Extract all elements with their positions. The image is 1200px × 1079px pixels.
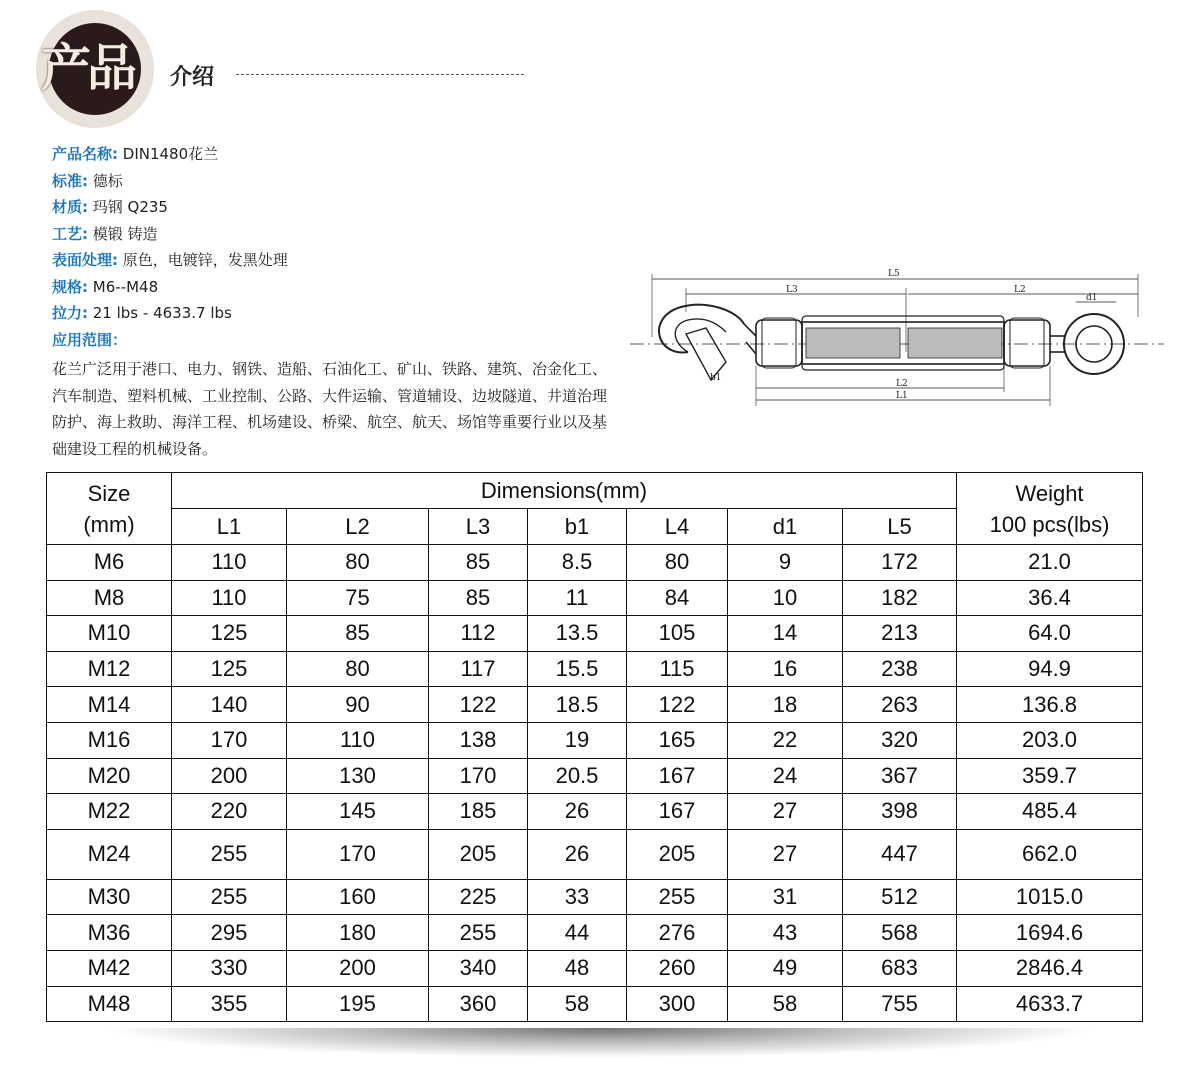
dimension-cell: 255 [172, 829, 287, 879]
dimension-cell: 180 [287, 915, 429, 951]
info-label: 规格: [52, 277, 88, 296]
info-value: 玛钢 Q235 [88, 198, 168, 216]
info-label: 工艺: [52, 224, 88, 243]
dimension-cell: 300 [627, 986, 728, 1022]
dimension-cell: 85 [429, 545, 528, 581]
dimension-cell: 31 [728, 879, 843, 915]
label-l3: L3 [786, 285, 798, 295]
column-header: L2 [287, 509, 429, 545]
dimension-cell: 138 [429, 722, 528, 758]
info-row-surface [52, 247, 632, 274]
weight-cell: 136.8 [957, 687, 1143, 723]
dimension-cell: 263 [843, 687, 957, 723]
table-row [47, 986, 1143, 1022]
dimension-cell: 755 [843, 986, 957, 1022]
size-header [47, 473, 172, 545]
dimension-cell: 8.5 [528, 545, 627, 581]
dimension-cell: 260 [627, 950, 728, 986]
info-row-tension [52, 300, 632, 327]
dimension-cell: 14 [728, 616, 843, 652]
product-badge [36, 10, 154, 128]
dimension-cell: 48 [528, 950, 627, 986]
table-row [47, 616, 1143, 652]
weight-cell: 94.9 [957, 651, 1143, 687]
dimension-cell: 170 [172, 722, 287, 758]
dimension-cell: 84 [627, 580, 728, 616]
dimension-cell: 85 [287, 616, 429, 652]
dimension-cell: 140 [172, 687, 287, 723]
dimension-cell: 683 [843, 950, 957, 986]
dimension-cell: 255 [627, 879, 728, 915]
weight-cell: 64.0 [957, 616, 1143, 652]
dimension-cell: 22 [728, 722, 843, 758]
weight-cell: 662.0 [957, 829, 1143, 879]
dimension-cell: 213 [843, 616, 957, 652]
column-header: L4 [627, 509, 728, 545]
dimensions-header: Dimensions(mm) [172, 473, 957, 509]
table-body [47, 545, 1143, 1022]
spec-table [46, 472, 1143, 1022]
dimension-cell: 167 [627, 758, 728, 794]
label-l5: L5 [888, 269, 900, 279]
dimension-cell: 115 [627, 651, 728, 687]
dimension-cell: 330 [172, 950, 287, 986]
size-cell: M42 [47, 950, 172, 986]
bottom-shadow [100, 1028, 1100, 1058]
size-cell: M24 [47, 829, 172, 879]
table-row [47, 545, 1143, 581]
table-row [47, 580, 1143, 616]
label-l1: L1 [896, 391, 908, 401]
dimension-cell: 255 [429, 915, 528, 951]
weight-cell: 485.4 [957, 794, 1143, 830]
dimension-cell: 172 [843, 545, 957, 581]
info-value: DIN1480花兰 [118, 145, 219, 163]
dimension-cell: 276 [627, 915, 728, 951]
dimension-cell: 320 [843, 722, 957, 758]
info-value: 原色，电镀锌，发黑处理 [118, 251, 288, 269]
label-b1: b1 [710, 373, 722, 383]
info-label: 标准: [52, 171, 88, 190]
dimension-cell: 13.5 [528, 616, 627, 652]
dimension-cell: 16 [728, 651, 843, 687]
dimension-cell: 18.5 [528, 687, 627, 723]
dimension-cell: 33 [528, 879, 627, 915]
dimension-cell: 185 [429, 794, 528, 830]
size-cell: M22 [47, 794, 172, 830]
dimension-cell: 27 [728, 794, 843, 830]
dimension-cell: 125 [172, 616, 287, 652]
section-title: 介绍 [170, 65, 215, 90]
scope-label: 应用范围： [52, 330, 128, 349]
table-row [47, 794, 1143, 830]
size-cell: M30 [47, 879, 172, 915]
info-value: M6--M48 [88, 277, 159, 296]
dimension-cell: 75 [287, 580, 429, 616]
weight-cell: 2846.4 [957, 950, 1143, 986]
dimension-cell: 24 [728, 758, 843, 794]
dimension-cell: 112 [429, 616, 528, 652]
dimension-cell: 160 [287, 879, 429, 915]
dimension-cell: 110 [172, 580, 287, 616]
info-label: 产品名称: [52, 145, 118, 163]
info-row-standard [52, 168, 632, 195]
dimension-cell: 225 [429, 879, 528, 915]
weight-header-line2: 100 pcs(lbs) [989, 511, 1110, 537]
dimension-cell: 170 [429, 758, 528, 794]
turnbuckle-diagram [626, 262, 1166, 412]
label-d1: d1 [1086, 293, 1098, 303]
dimension-cell: 58 [728, 986, 843, 1022]
dimension-cell: 90 [287, 687, 429, 723]
table-row [47, 879, 1143, 915]
dimension-cell: 200 [287, 950, 429, 986]
dimension-cell: 167 [627, 794, 728, 830]
dimension-cell: 205 [627, 829, 728, 879]
dashed-divider [236, 74, 524, 75]
dimension-cell: 512 [843, 879, 957, 915]
dimension-cell: 44 [528, 915, 627, 951]
info-row-material [52, 194, 632, 221]
info-row-process [52, 221, 632, 248]
info-value: 模锻 铸造 [88, 224, 158, 243]
table-row [47, 722, 1143, 758]
weight-cell: 359.7 [957, 758, 1143, 794]
dimension-cell: 9 [728, 545, 843, 581]
dimension-cell: 122 [627, 687, 728, 723]
dimension-cell: 195 [287, 986, 429, 1022]
dimension-cell: 220 [172, 794, 287, 830]
column-header: L1 [172, 509, 287, 545]
weight-cell: 1015.0 [957, 879, 1143, 915]
table-row [47, 687, 1143, 723]
label-l2-top: L2 [1014, 285, 1026, 295]
label-l2-bottom: L2 [896, 379, 908, 389]
column-header: L3 [429, 509, 528, 545]
weight-header-line1: Weight [1015, 480, 1084, 506]
info-row-name [52, 141, 632, 168]
dimension-cell: 43 [728, 915, 843, 951]
size-header-line2: (mm) [83, 511, 135, 537]
scope-text: 花兰广泛用于港口、电力、钢铁、造船、石油化工、矿山、铁路、建筑、冶金化工、汽车制造、塑料机械、工业控制、公路、大件运输、管道辅设、边坡隧道、井道治理防护、海上救助、海洋工程、机场建设、桥梁、航空、航天、场馆等重要行业以及基础建设工程的机械设备。 [52, 360, 608, 458]
size-cell: M10 [47, 616, 172, 652]
size-cell: M12 [47, 651, 172, 687]
dimension-cell: 398 [843, 794, 957, 830]
info-label: 拉力: [52, 304, 88, 322]
dimension-cell: 26 [528, 829, 627, 879]
dimension-cell: 165 [627, 722, 728, 758]
column-header: b1 [528, 509, 627, 545]
dimension-cell: 20.5 [528, 758, 627, 794]
weight-cell: 1694.6 [957, 915, 1143, 951]
column-header: d1 [728, 509, 843, 545]
dimension-cell: 238 [843, 651, 957, 687]
dimension-cell: 117 [429, 651, 528, 687]
table-row [47, 651, 1143, 687]
dimension-cell: 447 [843, 829, 957, 879]
dimension-cell: 355 [172, 986, 287, 1022]
dimension-cell: 568 [843, 915, 957, 951]
dimension-cell: 125 [172, 651, 287, 687]
dimension-cell: 49 [728, 950, 843, 986]
weight-cell: 36.4 [957, 580, 1143, 616]
weight-header [957, 473, 1143, 545]
weight-cell: 21.0 [957, 545, 1143, 581]
dimension-cell: 80 [627, 545, 728, 581]
dimension-cell: 18 [728, 687, 843, 723]
dimension-cell: 58 [528, 986, 627, 1022]
size-cell: M8 [47, 580, 172, 616]
dimension-cell: 10 [728, 580, 843, 616]
dimension-cell: 367 [843, 758, 957, 794]
table-row [47, 829, 1143, 879]
column-header: L5 [843, 509, 957, 545]
table-row [47, 758, 1143, 794]
info-value: 德标 [88, 171, 123, 190]
size-header-line1: Size [87, 480, 131, 506]
size-cell: M20 [47, 758, 172, 794]
dimension-cell: 80 [287, 651, 429, 687]
dimension-cell: 122 [429, 687, 528, 723]
dimension-cell: 340 [429, 950, 528, 986]
dimension-cell: 255 [172, 879, 287, 915]
dimension-cell: 85 [429, 580, 528, 616]
info-value: 21 lbs - 4633.7 lbs [88, 304, 232, 322]
dimension-cell: 19 [528, 722, 627, 758]
weight-cell: 4633.7 [957, 986, 1143, 1022]
size-cell: M48 [47, 986, 172, 1022]
dimension-cell: 15.5 [528, 651, 627, 687]
table-row [47, 950, 1143, 986]
dimension-cell: 80 [287, 545, 429, 581]
weight-cell: 203.0 [957, 722, 1143, 758]
dimension-cell: 205 [429, 829, 528, 879]
info-label: 表面处理: [52, 251, 118, 269]
size-cell: M36 [47, 915, 172, 951]
info-row-scope [52, 327, 632, 354]
product-info [52, 141, 632, 462]
table-row [47, 915, 1143, 951]
dimension-cell: 170 [287, 829, 429, 879]
badge-text: 产品 [41, 39, 133, 97]
dimension-cell: 110 [287, 722, 429, 758]
dimension-cell: 145 [287, 794, 429, 830]
dimension-cell: 130 [287, 758, 429, 794]
dimension-cell: 110 [172, 545, 287, 581]
dimension-cell: 105 [627, 616, 728, 652]
size-cell: M14 [47, 687, 172, 723]
dimension-cell: 360 [429, 986, 528, 1022]
size-cell: M6 [47, 545, 172, 581]
info-row-spec [52, 274, 632, 301]
dimension-cell: 295 [172, 915, 287, 951]
size-cell: M16 [47, 722, 172, 758]
dimension-cell: 27 [728, 829, 843, 879]
dimension-cell: 200 [172, 758, 287, 794]
dimension-cell: 182 [843, 580, 957, 616]
info-label: 材质: [52, 198, 88, 216]
dimension-cell: 11 [528, 580, 627, 616]
dimension-cell: 26 [528, 794, 627, 830]
section-header [36, 10, 556, 130]
